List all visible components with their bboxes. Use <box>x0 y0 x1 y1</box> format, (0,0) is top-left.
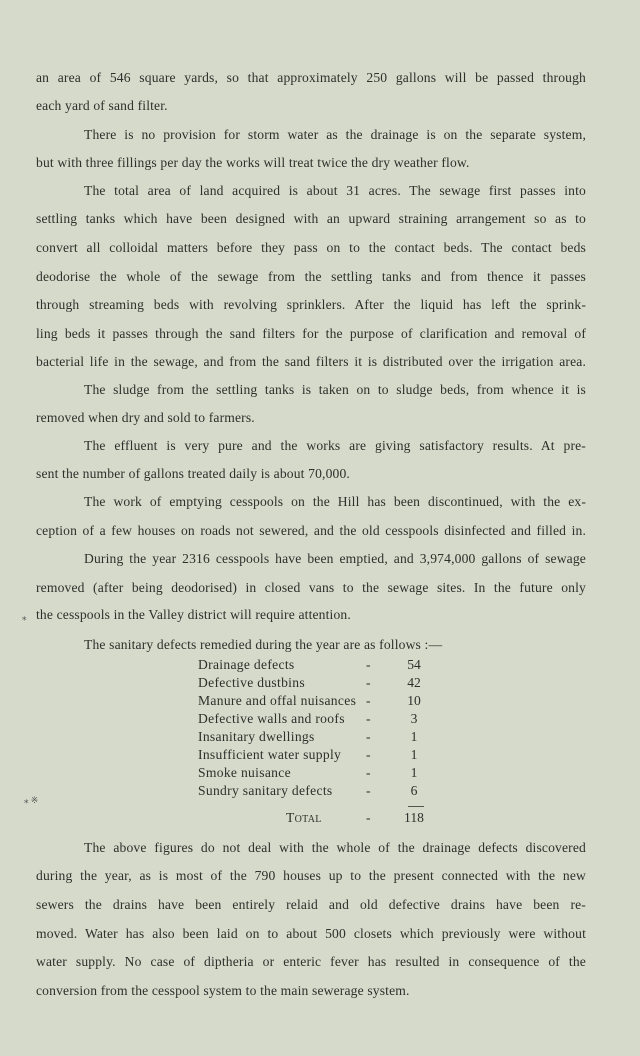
paragraph-line: The work of emptying cesspools on the Hill has been discontinued, with the ex- <box>84 494 586 509</box>
ink-speck: ⁎ <box>22 612 27 622</box>
dash-separator: - <box>366 693 371 708</box>
paragraph-line: the cesspools in the Valley district will require attention. <box>36 607 351 622</box>
dash-separator: - <box>366 711 371 726</box>
defect-label: Insufficient water supply <box>198 747 342 762</box>
dash-separator: - <box>366 765 371 780</box>
paragraph-line: The sanitary defects remedied during the year are as follows :— <box>84 637 443 652</box>
table-row <box>198 728 438 746</box>
table-row <box>198 782 438 800</box>
paragraph-line: removed (after being deodorised) in closed vans to the sewage sites. In the future only <box>36 580 586 595</box>
paragraph-line: water supply. No case of diptheria or enteric fever has resulted in consequence of the <box>36 954 586 969</box>
paragraph-line: deodorise the whole of the sewage from the settling tanks and from thence it passes <box>36 269 586 284</box>
paragraph-line: through streaming beds with revolving sprinklers. After the liquid has left the sprink- <box>36 297 586 312</box>
table-row <box>198 674 438 692</box>
paragraph-line: sewers the drains have been entirely relaid and old defective drains have been re- <box>36 897 586 912</box>
paragraph-line: removed when dry and sold to farmers. <box>36 410 255 425</box>
defect-label: Sundry sanitary defects <box>198 783 333 798</box>
paragraph-line: During the year 2316 cesspools have been emptied, and 3,974,000 gallons of sewage <box>84 551 586 566</box>
paragraph-line: conversion from the cesspool system to the main sewerage system. <box>36 983 410 998</box>
dash-separator: - <box>366 729 371 744</box>
defect-label: Drainage defects <box>198 657 295 672</box>
defect-label: Defective dustbins <box>198 675 305 690</box>
defect-count: 1 <box>410 747 418 762</box>
defect-count: 54 <box>407 657 421 672</box>
dash-separator: - <box>366 675 371 690</box>
defect-count: 10 <box>407 693 421 708</box>
paragraph-line: The sludge from the settling tanks is taken on to sludge beds, from whence it is <box>84 382 586 397</box>
defect-count: 42 <box>407 675 421 690</box>
defect-label: Defective walls and roofs <box>198 711 345 726</box>
dash-separator: - <box>366 783 371 798</box>
defect-label: Insanitary dwellings <box>198 729 315 744</box>
table-row <box>198 746 438 764</box>
sum-rule <box>408 806 424 807</box>
table-row <box>198 764 438 782</box>
total-label: Total <box>286 810 322 825</box>
paragraph-line: during the year, as is most of the 790 houses up to the present connected with the new <box>36 868 586 883</box>
paragraph-line: ception of a few houses on roads not sewered, and the old cesspools disinfected and filled in. <box>36 523 586 538</box>
ink-speck: ⁎ ※ <box>24 795 39 805</box>
paragraph-line: an area of 546 square yards, so that approximately 250 gallons will be passed through <box>36 70 586 85</box>
table-row <box>198 656 438 674</box>
defect-label: Smoke nuisance <box>198 765 291 780</box>
defect-count: 1 <box>410 765 418 780</box>
paragraph-line: but with three fillings per day the works will treat twice the dry weather flow. <box>36 155 470 170</box>
table-row <box>198 692 438 710</box>
paragraph-line: The effluent is very pure and the works are giving satisfactory results. At pre- <box>84 438 586 453</box>
paragraph-line: The above figures do not deal with the whole of the drainage defects discovered <box>84 840 586 855</box>
table-row <box>198 710 438 728</box>
defect-count: 3 <box>410 711 418 726</box>
dash-separator: - <box>366 657 371 672</box>
paragraph-line: ling beds it passes through the sand filters for the purpose of clarification and removal of <box>36 326 586 341</box>
defect-count: 6 <box>410 783 418 798</box>
paragraph-line: each yard of sand filter. <box>36 98 168 113</box>
defect-count: 1 <box>410 729 418 744</box>
paragraph-line: moved. Water has also been laid on to about 500 closets which previously were without <box>36 926 586 941</box>
defect-label: Manure and offal nuisances <box>198 693 357 708</box>
total-count: 118 <box>404 810 424 825</box>
paragraph-line: settling tanks which have been designed with an upward straining arrangement so as to <box>36 211 586 226</box>
paragraph-line: bacterial life in the sewage, and from the sand filters it is distributed over the irrigation area. <box>36 354 586 369</box>
paragraph-line: sent the number of gallons treated daily is about 70,000. <box>36 466 350 481</box>
paragraph-line: There is no provision for storm water as the drainage is on the separate system, <box>84 127 586 142</box>
paragraph-line: The total area of land acquired is about 31 acres. The sewage first passes into <box>84 183 586 198</box>
paragraph-line: convert all colloidal matters before they pass on to the contact beds. The contact beds <box>36 240 586 255</box>
dash-separator: - <box>366 810 371 825</box>
dash-separator: - <box>366 747 371 762</box>
total-row <box>198 809 438 827</box>
